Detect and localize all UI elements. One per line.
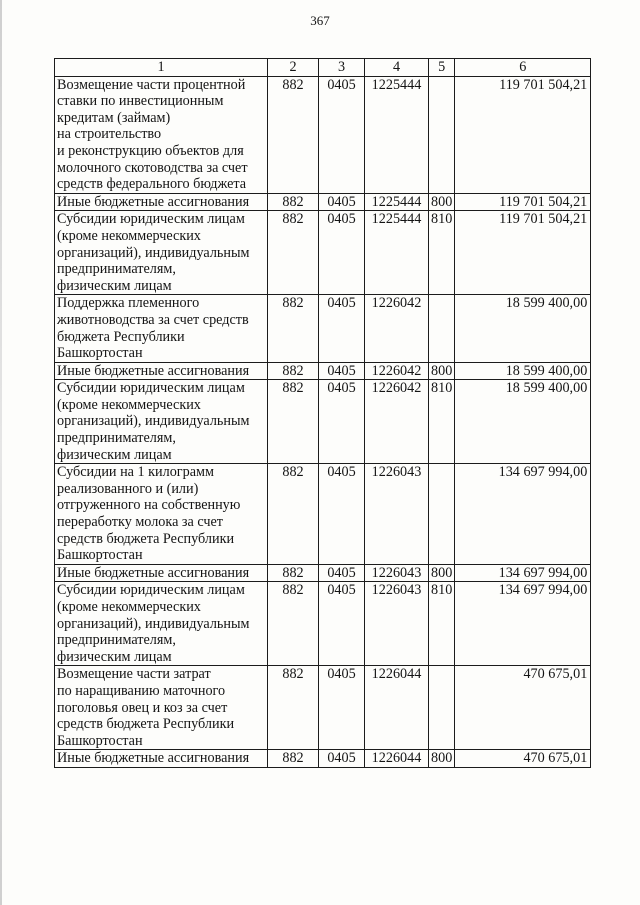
section-code-cell: 0405: [319, 564, 365, 582]
target-code-cell: 1225444: [365, 76, 429, 193]
table-row: [55, 211, 591, 295]
table-row: [55, 76, 591, 193]
scan-edge: [0, 0, 2, 905]
expense-type-cell: 800: [429, 750, 455, 768]
expense-type-cell: [429, 666, 455, 750]
expense-type-cell: 810: [429, 211, 455, 295]
item-name-cell: Поддержка племенного животноводства за счет средств бюджета Республики Башкортостан: [55, 295, 268, 362]
table-row: [55, 295, 591, 362]
expense-type-cell: 800: [429, 362, 455, 380]
section-code-cell: 0405: [319, 750, 365, 768]
section-code-cell: 0405: [319, 211, 365, 295]
amount-cell: 470 675,01: [455, 666, 591, 750]
amount-cell: 119 701 504,21: [455, 193, 591, 211]
section-code-cell: 0405: [319, 464, 365, 565]
target-code-cell: 1226043: [365, 464, 429, 565]
target-code-cell: 1226043: [365, 564, 429, 582]
column-header: 5: [429, 59, 455, 77]
target-code-cell: 1226044: [365, 750, 429, 768]
ministry-code-cell: 882: [268, 76, 319, 193]
amount-cell: 18 599 400,00: [455, 295, 591, 362]
expense-type-cell: 810: [429, 582, 455, 666]
table-row: [55, 582, 591, 666]
ministry-code-cell: 882: [268, 380, 319, 464]
budget-table: [54, 58, 591, 768]
expense-type-cell: [429, 295, 455, 362]
amount-cell: 134 697 994,00: [455, 464, 591, 565]
table-row: [55, 564, 591, 582]
ministry-code-cell: 882: [268, 666, 319, 750]
amount-cell: 119 701 504,21: [455, 211, 591, 295]
amount-cell: 119 701 504,21: [455, 76, 591, 193]
expense-type-cell: 800: [429, 564, 455, 582]
expense-type-cell: 810: [429, 380, 455, 464]
table-row: [55, 666, 591, 750]
item-name-cell: Субсидии юридическим лицам (кроме некоммерческих организаций), индивидуальным предпринимателям, физическим лицам: [55, 380, 268, 464]
ministry-code-cell: 882: [268, 193, 319, 211]
section-code-cell: 0405: [319, 193, 365, 211]
section-code-cell: 0405: [319, 380, 365, 464]
table-row: [55, 380, 591, 464]
expense-type-cell: 800: [429, 193, 455, 211]
target-code-cell: 1226042: [365, 362, 429, 380]
target-code-cell: 1225444: [365, 193, 429, 211]
target-code-cell: 1226042: [365, 295, 429, 362]
column-header: 1: [55, 59, 268, 77]
ministry-code-cell: 882: [268, 211, 319, 295]
section-code-cell: 0405: [319, 76, 365, 193]
ministry-code-cell: 882: [268, 362, 319, 380]
column-header: 6: [455, 59, 591, 77]
target-code-cell: 1226044: [365, 666, 429, 750]
section-code-cell: 0405: [319, 295, 365, 362]
amount-cell: 134 697 994,00: [455, 564, 591, 582]
ministry-code-cell: 882: [268, 295, 319, 362]
item-name-cell: Субсидии на 1 килограмм реализованного и (или) отгруженного на собственную переработку молока за счет средств бюджета Республики Башкортостан: [55, 464, 268, 565]
amount-cell: 134 697 994,00: [455, 582, 591, 666]
ministry-code-cell: 882: [268, 750, 319, 768]
item-name-cell: Субсидии юридическим лицам (кроме некоммерческих организаций), индивидуальным предпринимателям, физическим лицам: [55, 211, 268, 295]
item-name-cell: Иные бюджетные ассигнования: [55, 564, 268, 582]
expense-type-cell: [429, 76, 455, 193]
table-row: [55, 464, 591, 565]
section-code-cell: 0405: [319, 666, 365, 750]
target-code-cell: 1226042: [365, 380, 429, 464]
table-row: [55, 193, 591, 211]
column-header: 4: [365, 59, 429, 77]
section-code-cell: 0405: [319, 362, 365, 380]
item-name-cell: Возмещение части затрат по наращиванию маточного поголовья овец и коз за счет средств бюджета Республики Башкортостан: [55, 666, 268, 750]
column-header: 2: [268, 59, 319, 77]
amount-cell: 470 675,01: [455, 750, 591, 768]
page-number: 367: [310, 13, 330, 28]
item-name-cell: Возмещение части процентной ставки по инвестиционным кредитам (займам) на строительство и реконструкцию объектов для молочного скотоводства за счет средств федерального бюджета: [55, 76, 268, 193]
target-code-cell: 1225444: [365, 211, 429, 295]
ministry-code-cell: 882: [268, 582, 319, 666]
table-header-row: [55, 59, 591, 77]
section-code-cell: 0405: [319, 582, 365, 666]
table-row: [55, 750, 591, 768]
item-name-cell: Субсидии юридическим лицам (кроме некоммерческих организаций), индивидуальным предпринимателям, физическим лицам: [55, 582, 268, 666]
ministry-code-cell: 882: [268, 464, 319, 565]
ministry-code-cell: 882: [268, 564, 319, 582]
amount-cell: 18 599 400,00: [455, 380, 591, 464]
item-name-cell: Иные бюджетные ассигнования: [55, 193, 268, 211]
table-row: [55, 362, 591, 380]
item-name-cell: Иные бюджетные ассигнования: [55, 750, 268, 768]
target-code-cell: 1226043: [365, 582, 429, 666]
expense-type-cell: [429, 464, 455, 565]
item-name-cell: Иные бюджетные ассигнования: [55, 362, 268, 380]
column-header: 3: [319, 59, 365, 77]
amount-cell: 18 599 400,00: [455, 362, 591, 380]
